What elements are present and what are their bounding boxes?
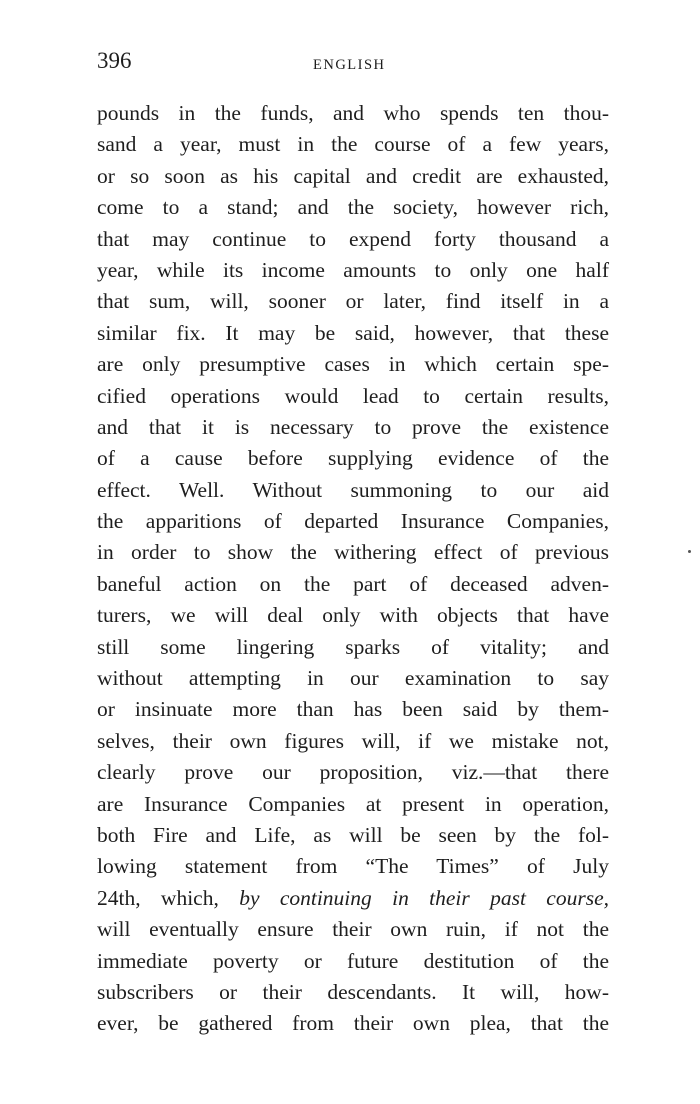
text-line: in order to show the withering effect of previous xyxy=(97,540,609,565)
text-line: immediate poverty or future destitution of the xyxy=(97,948,609,973)
text-line: baneful action on the part of deceased adven- xyxy=(97,571,609,596)
text-line: of a cause before supplying evidence of the xyxy=(97,446,609,471)
text-line: and that it is necessary to prove the existence xyxy=(97,414,609,439)
text-line: the apparitions of departed Insurance Companies, xyxy=(97,509,609,534)
text-line: turers, we will deal only with objects that have xyxy=(97,603,609,628)
text-line: that may continue to expend forty thousand a xyxy=(97,226,609,251)
text-line: come to a stand; and the society, however rich, xyxy=(97,195,609,220)
page-number: 396 xyxy=(97,48,132,73)
text-line: without attempting in our examination to say xyxy=(97,666,609,691)
body-text xyxy=(97,98,609,1040)
running-title: ENGLISH xyxy=(313,57,386,73)
text-line: both Fire and Life, as will be seen by the fol- xyxy=(97,822,609,847)
text-line: sand a year, must in the course of a few years, xyxy=(97,132,609,157)
text-line: ever, be gathered from their own plea, that the xyxy=(97,1011,609,1036)
text-line: are only presumptive cases in which certain spe- xyxy=(97,352,609,377)
text-line: pounds in the funds, and who spends ten thou- xyxy=(97,101,609,125)
print-speck xyxy=(688,550,691,553)
text-line: effect. Well. Without summoning to our aid xyxy=(97,477,609,502)
text-line: year, while its income amounts to only one half xyxy=(97,257,609,282)
text-line: subscribers or their descendants. It will, how- xyxy=(97,979,609,1004)
text-line: similar fix. It may be said, however, that these xyxy=(97,320,609,345)
text-line: cified operations would lead to certain results, xyxy=(97,383,609,408)
text-line: selves, their own figures will, if we mistake not, xyxy=(97,728,609,753)
text-line-with-italic xyxy=(97,883,609,914)
text-line: lowing statement from “The Times” of July xyxy=(97,854,609,879)
line-prefix: 24th, which, xyxy=(97,885,240,910)
text-line: will eventually ensure their own ruin, if not the xyxy=(97,917,609,942)
text-line: clearly prove our proposition, viz.—that there xyxy=(97,760,609,785)
text-line: are Insurance Companies at present in operation, xyxy=(97,791,609,816)
text-line: or insinuate more than has been said by them- xyxy=(97,697,609,722)
text-line: or so soon as his capital and credit are exhausted, xyxy=(97,163,609,188)
text-line: that sum, will, sooner or later, find itself in a xyxy=(97,289,609,314)
running-head xyxy=(97,46,609,76)
text-line: still some lingering sparks of vitality; and xyxy=(97,634,609,659)
italic-phrase: by continuing in their past course, xyxy=(239,885,609,910)
